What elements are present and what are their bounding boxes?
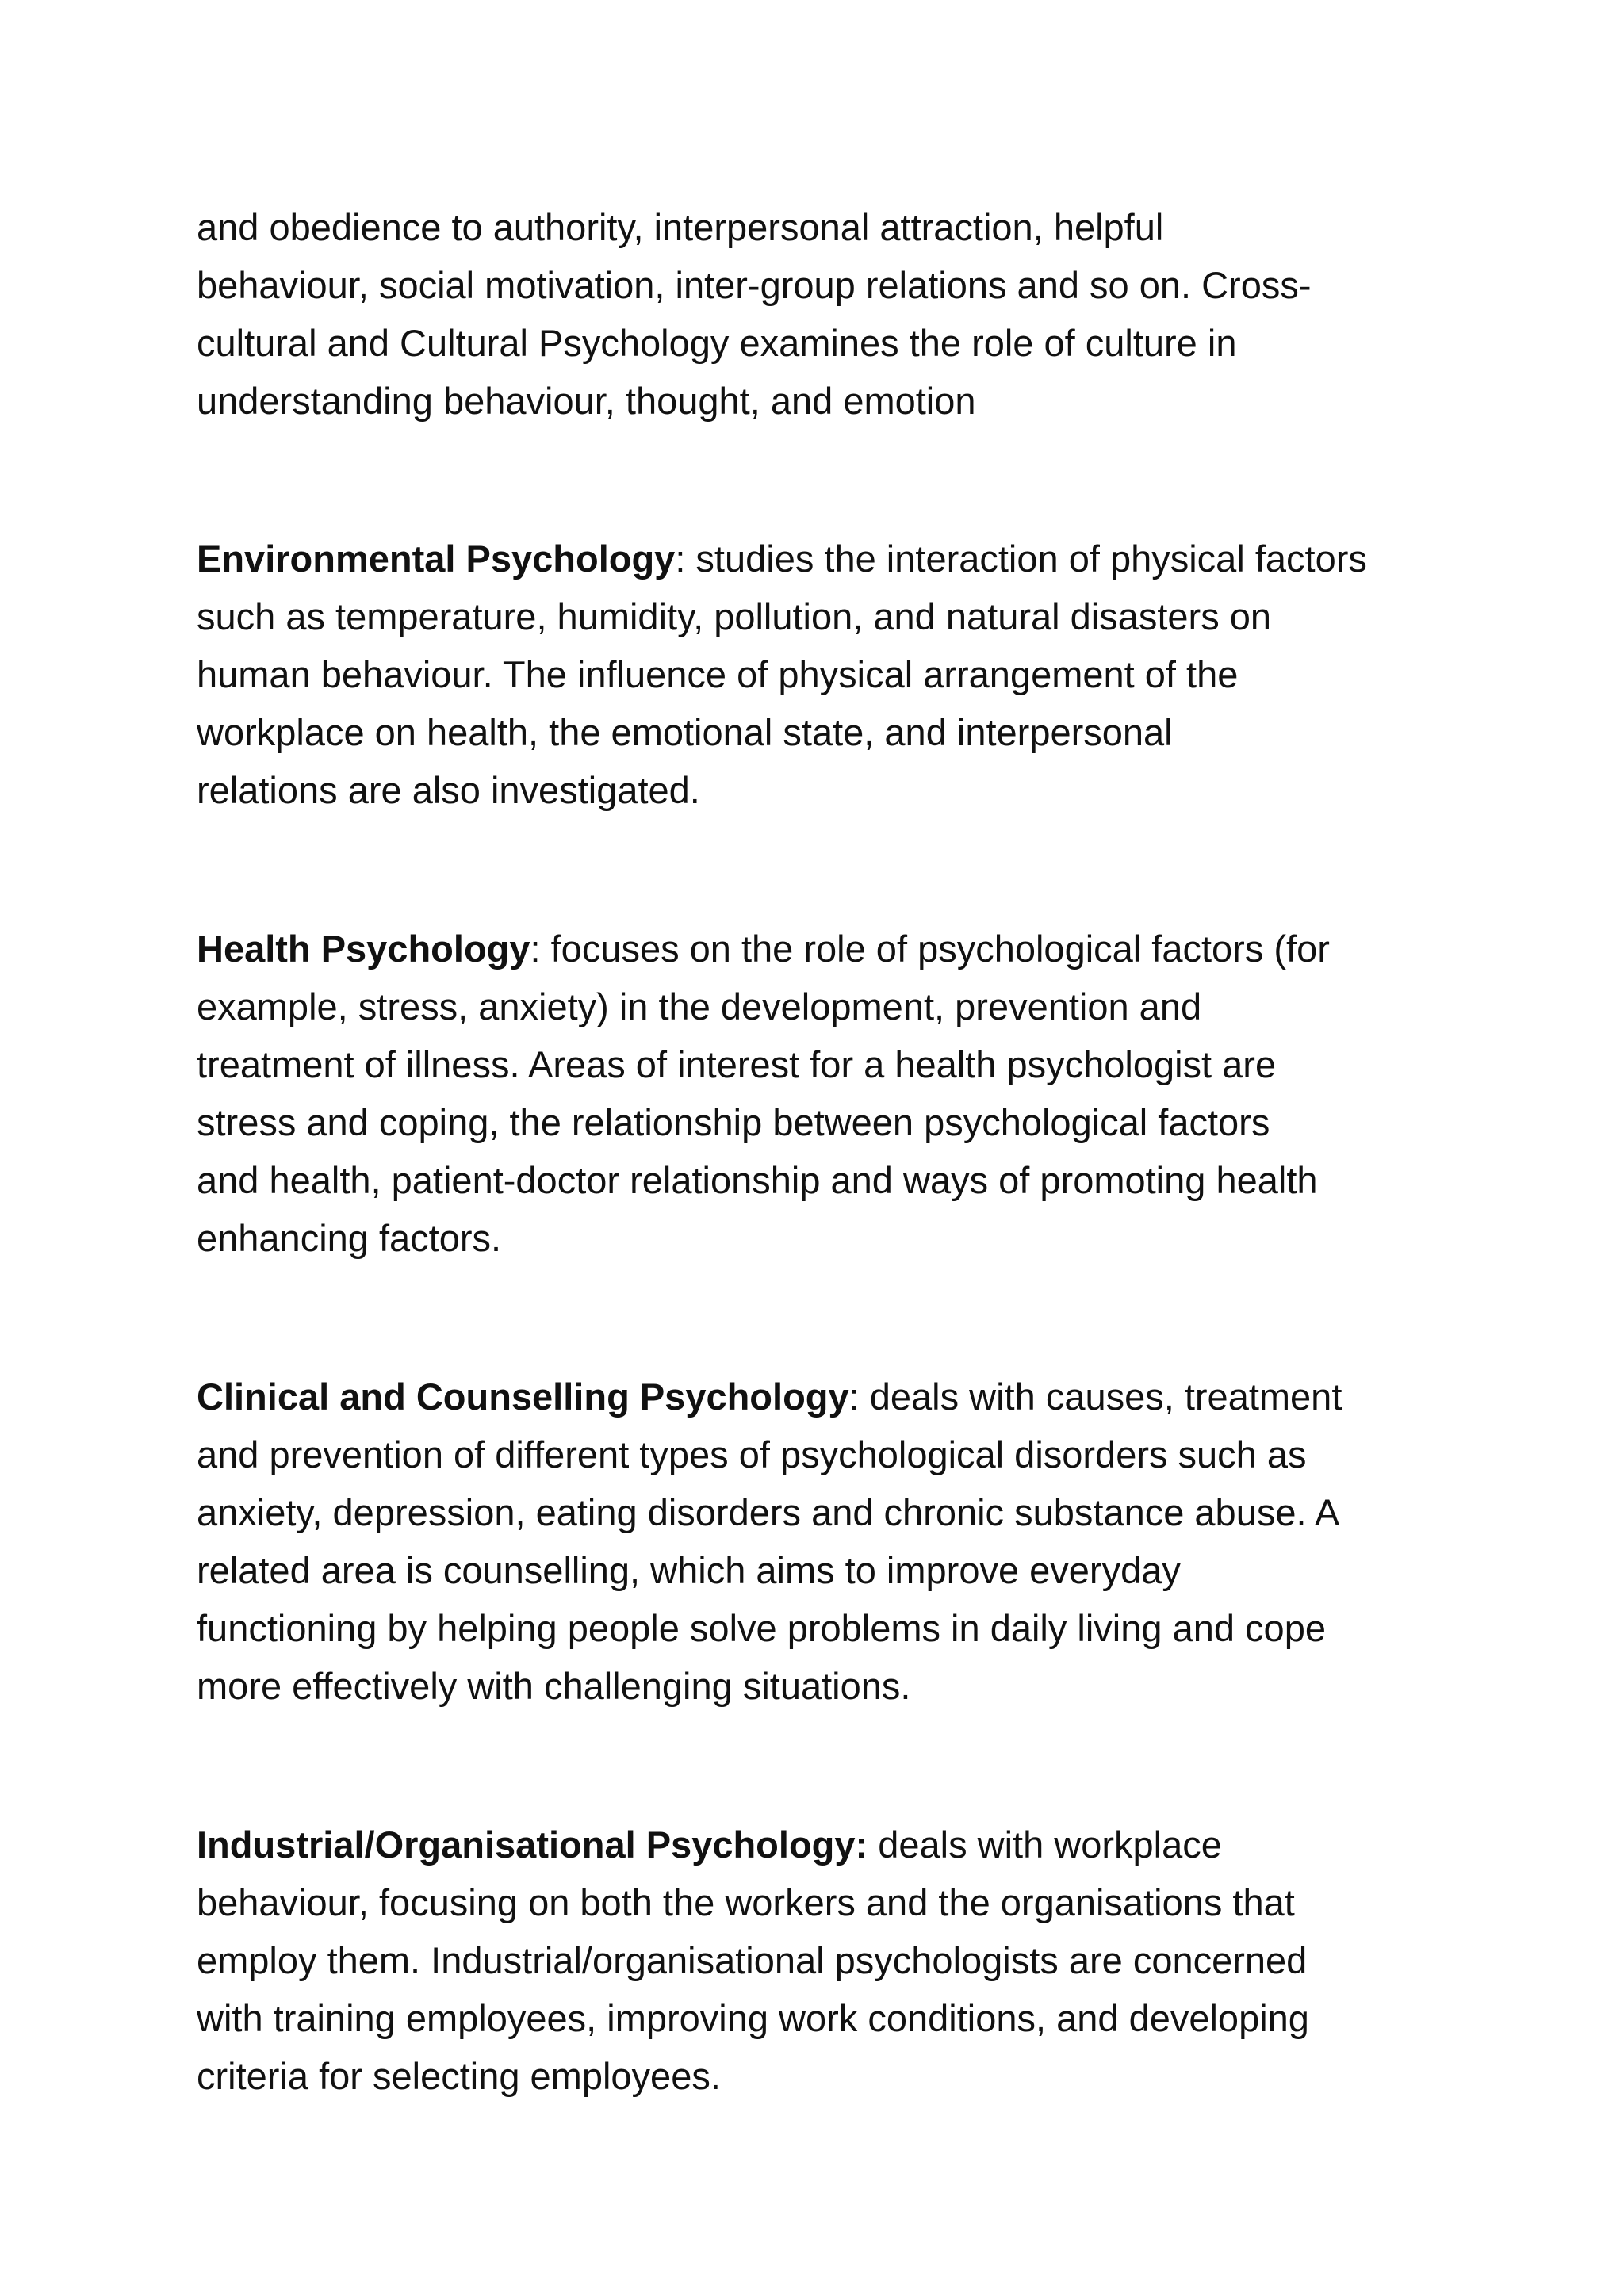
term-heading: Environmental Psychology <box>197 538 676 580</box>
paragraph-line: human behaviour. The influence of physical arrangement of the <box>197 653 1239 695</box>
paragraph-environmental-psychology <box>197 530 1465 819</box>
paragraph-line: anxiety, depression, eating disorders and chronic substance abuse. A <box>197 1491 1340 1533</box>
paragraph-line: and prevention of different types of psychological disorders such as <box>197 1433 1307 1475</box>
paragraph-line: cultural and Cultural Psychology examines the role of culture in <box>197 322 1237 364</box>
definition-text: : deals with causes, treatment <box>848 1376 1342 1418</box>
paragraph-line: criteria for selecting employees. <box>197 2055 721 2097</box>
paragraph-line: functioning by helping people solve problems in daily living and cope <box>197 1607 1326 1649</box>
paragraph-line: relations are also investigated. <box>197 769 700 811</box>
definition-text: deals with workplace <box>868 1823 1222 1866</box>
term-heading: Health Psychology <box>197 928 530 970</box>
paragraph-line: treatment of illness. Areas of interest for a health psychologist are <box>197 1043 1277 1085</box>
paragraph-first-line <box>197 1816 1465 1873</box>
paragraph-line: behaviour, focusing on both the workers and the organisations that <box>197 1881 1295 1923</box>
paragraph-social-cultural-continuation <box>197 198 1465 430</box>
paragraph-first-line <box>197 920 1465 978</box>
paragraph-line: related area is counselling, which aims to improve everyday <box>197 1549 1181 1591</box>
paragraph-line: example, stress, anxiety) in the development, prevention and <box>197 985 1202 1027</box>
paragraph-line: stress and coping, the relationship between psychological factors <box>197 1101 1270 1143</box>
paragraph-line: workplace on health, the emotional state, and interpersonal <box>197 711 1173 753</box>
paragraph-line: understanding behaviour, thought, and emotion <box>197 380 976 422</box>
paragraph-industrial-organisational-psychology <box>197 1816 1465 2105</box>
paragraph-line: such as temperature, humidity, pollution, and natural disasters on <box>197 595 1272 637</box>
definition-text: : focuses on the role of psychological factors (for <box>530 928 1330 970</box>
paragraph-line: more effectively with challenging situations. <box>197 1665 911 1707</box>
term-heading: Clinical and Counselling Psychology <box>197 1376 849 1418</box>
paragraph-line: enhancing factors. <box>197 1217 502 1259</box>
paragraph-line: behaviour, social motivation, inter-group relations and so on. Cross- <box>197 264 1312 306</box>
term-heading: Industrial/Organisational Psychology: <box>197 1823 868 1866</box>
paragraph-first-line <box>197 530 1465 587</box>
paragraph-health-psychology <box>197 920 1465 1267</box>
definition-text: : studies the interaction of physical factors <box>675 538 1367 580</box>
paragraph-line: and health, patient-doctor relationship and ways of promoting health <box>197 1159 1318 1201</box>
paragraph-clinical-counselling-psychology <box>197 1368 1465 1715</box>
paragraph-first-line <box>197 1368 1465 1425</box>
paragraph-line: employ them. Industrial/organisational psychologists are concerned <box>197 1939 1308 1981</box>
paragraph-line: and obedience to authority, interpersonal attraction, helpful <box>197 206 1164 248</box>
paragraph-line: with training employees, improving work conditions, and developing <box>197 1997 1309 2039</box>
